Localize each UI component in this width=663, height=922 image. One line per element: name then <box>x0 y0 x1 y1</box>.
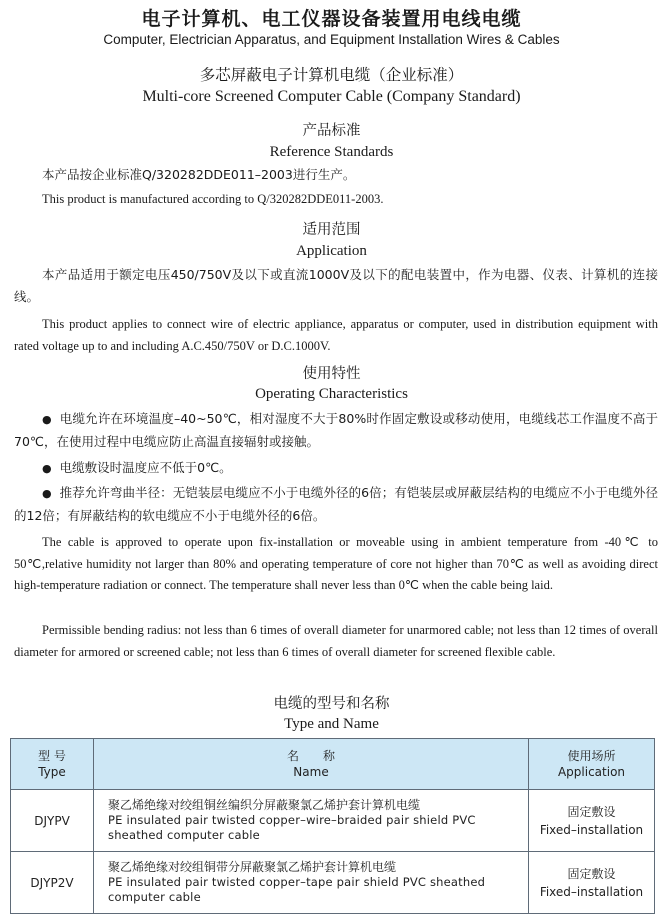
application-heading-cn: 适用范围 <box>302 222 361 238</box>
col-name-en: Name <box>293 765 329 779</box>
cell-application <box>529 852 655 914</box>
type-name-table <box>10 738 655 914</box>
application-text-cn: 本产品适用于额定电压450/750V及以下或直流1000V及以下的配电装置中，作为电器、仪表、计算机的连接线。 <box>14 267 658 304</box>
application-text-en: This product applies to connect wire of electric appliance, apparatus or computer, used in distribution equipment with rated voltage up to and including A.C.450/750V or D.C.1000V. <box>14 317 658 353</box>
operating-text-en-1: The cable is approved to operate upon fix-installation or moveable using in ambient temperature from -40℃ to 50℃,relative humidity not larger than 80% and operating temperature of core not higher than 70℃ as well as avoiding direct high-temperature radiation or connect. The temperature shall never less than 0℃ when the cable being laid. <box>14 535 658 592</box>
col-application-header <box>529 739 655 790</box>
operating-bullet-3: ● 推荐允许弯曲半径：无铠装层电缆应不小于电缆外径的6倍；有铠装层或屏蔽层结构的电缆应不小于电缆外径的12倍；有屏蔽结构的软电缆应不小于电缆外径的6倍。 <box>14 482 658 527</box>
operating-text-en-2: Permissible bending radius: not less than 6 times of overall diameter for unarmored cable; not less than 12 times of overall diameter for armored or screened cable; not less than 6 times of overall diameter for screened flexible cable. <box>14 623 658 659</box>
type-heading-en: Type and Name <box>284 716 379 732</box>
cell-application-cn: 固定敷设 <box>567 866 616 881</box>
operating-bullet-2: ● 电缆敷设时温度应不低于0℃。 <box>14 457 658 480</box>
cell-application <box>529 790 655 852</box>
col-application-en: Application <box>557 765 626 779</box>
col-type-header <box>11 739 94 790</box>
cell-name-en: PE insulated pair twisted copper–tape pair shield PVC sheathed computer cable <box>108 875 486 904</box>
cell-application-en: Fixed–installation <box>539 884 644 899</box>
table-row <box>11 790 655 852</box>
cell-name <box>94 790 529 852</box>
operating-heading-cn: 使用特性 <box>302 366 361 382</box>
page-title-en: Computer, Electrician Apparatus, and Equipment Installation Wires & Cables <box>103 32 560 47</box>
reference-text-cn: 本产品按企业标准Q/320282DDE011–2003进行生产。 <box>42 167 356 182</box>
page-title-cn: 电子计算机、电工仪器设备装置用电线电缆 <box>141 8 522 30</box>
col-type-cn: 型 号 <box>38 749 66 763</box>
cell-name-cn: 聚乙烯绝缘对绞组铜带分屏蔽聚氯乙烯护套计算机电缆 <box>108 860 397 874</box>
reference-heading-en: Reference Standards <box>269 144 394 160</box>
application-heading-en: Application <box>296 243 367 259</box>
col-name-header <box>94 739 529 790</box>
cell-application-en: Fixed–installation <box>539 822 644 837</box>
table-row <box>11 852 655 914</box>
product-title-cn: 多芯屏蔽电子计算机电缆（企业标准） <box>199 66 464 84</box>
product-title-en: Multi-core Screened Computer Cable (Company Standard) <box>142 88 521 105</box>
cell-name <box>94 852 529 914</box>
cell-application-cn: 固定敷设 <box>567 804 616 819</box>
reference-text-en: This product is manufactured according to Q/320282DDE011-2003. <box>42 192 384 206</box>
cell-name-cn: 聚乙烯绝缘对绞组铜丝编织分屏蔽聚氯乙烯护套计算机电缆 <box>108 798 421 812</box>
cell-name-en: PE insulated pair twisted copper–wire–braided pair shield PVC sheathed computer cable <box>108 813 476 842</box>
reference-heading-cn: 产品标准 <box>302 123 361 139</box>
col-name-cn: 名 称 <box>286 749 335 763</box>
cell-type: DJYP2V <box>11 852 94 914</box>
col-application-cn: 使用场所 <box>567 749 616 763</box>
type-heading-cn: 电缆的型号和名称 <box>273 696 390 712</box>
col-type-en: Type <box>38 765 66 779</box>
table-header-row <box>11 739 655 790</box>
cell-type: DJYPV <box>11 790 94 852</box>
operating-bullet-1: ● 电缆允许在环境温度–40~50℃，相对湿度不大于80%时作固定敷设或移动使用，电缆线芯工作温度不高于70℃，在使用过程中电缆应防止高温直接辐射或接触。 <box>14 408 658 453</box>
operating-heading-en: Operating Characteristics <box>255 386 408 402</box>
